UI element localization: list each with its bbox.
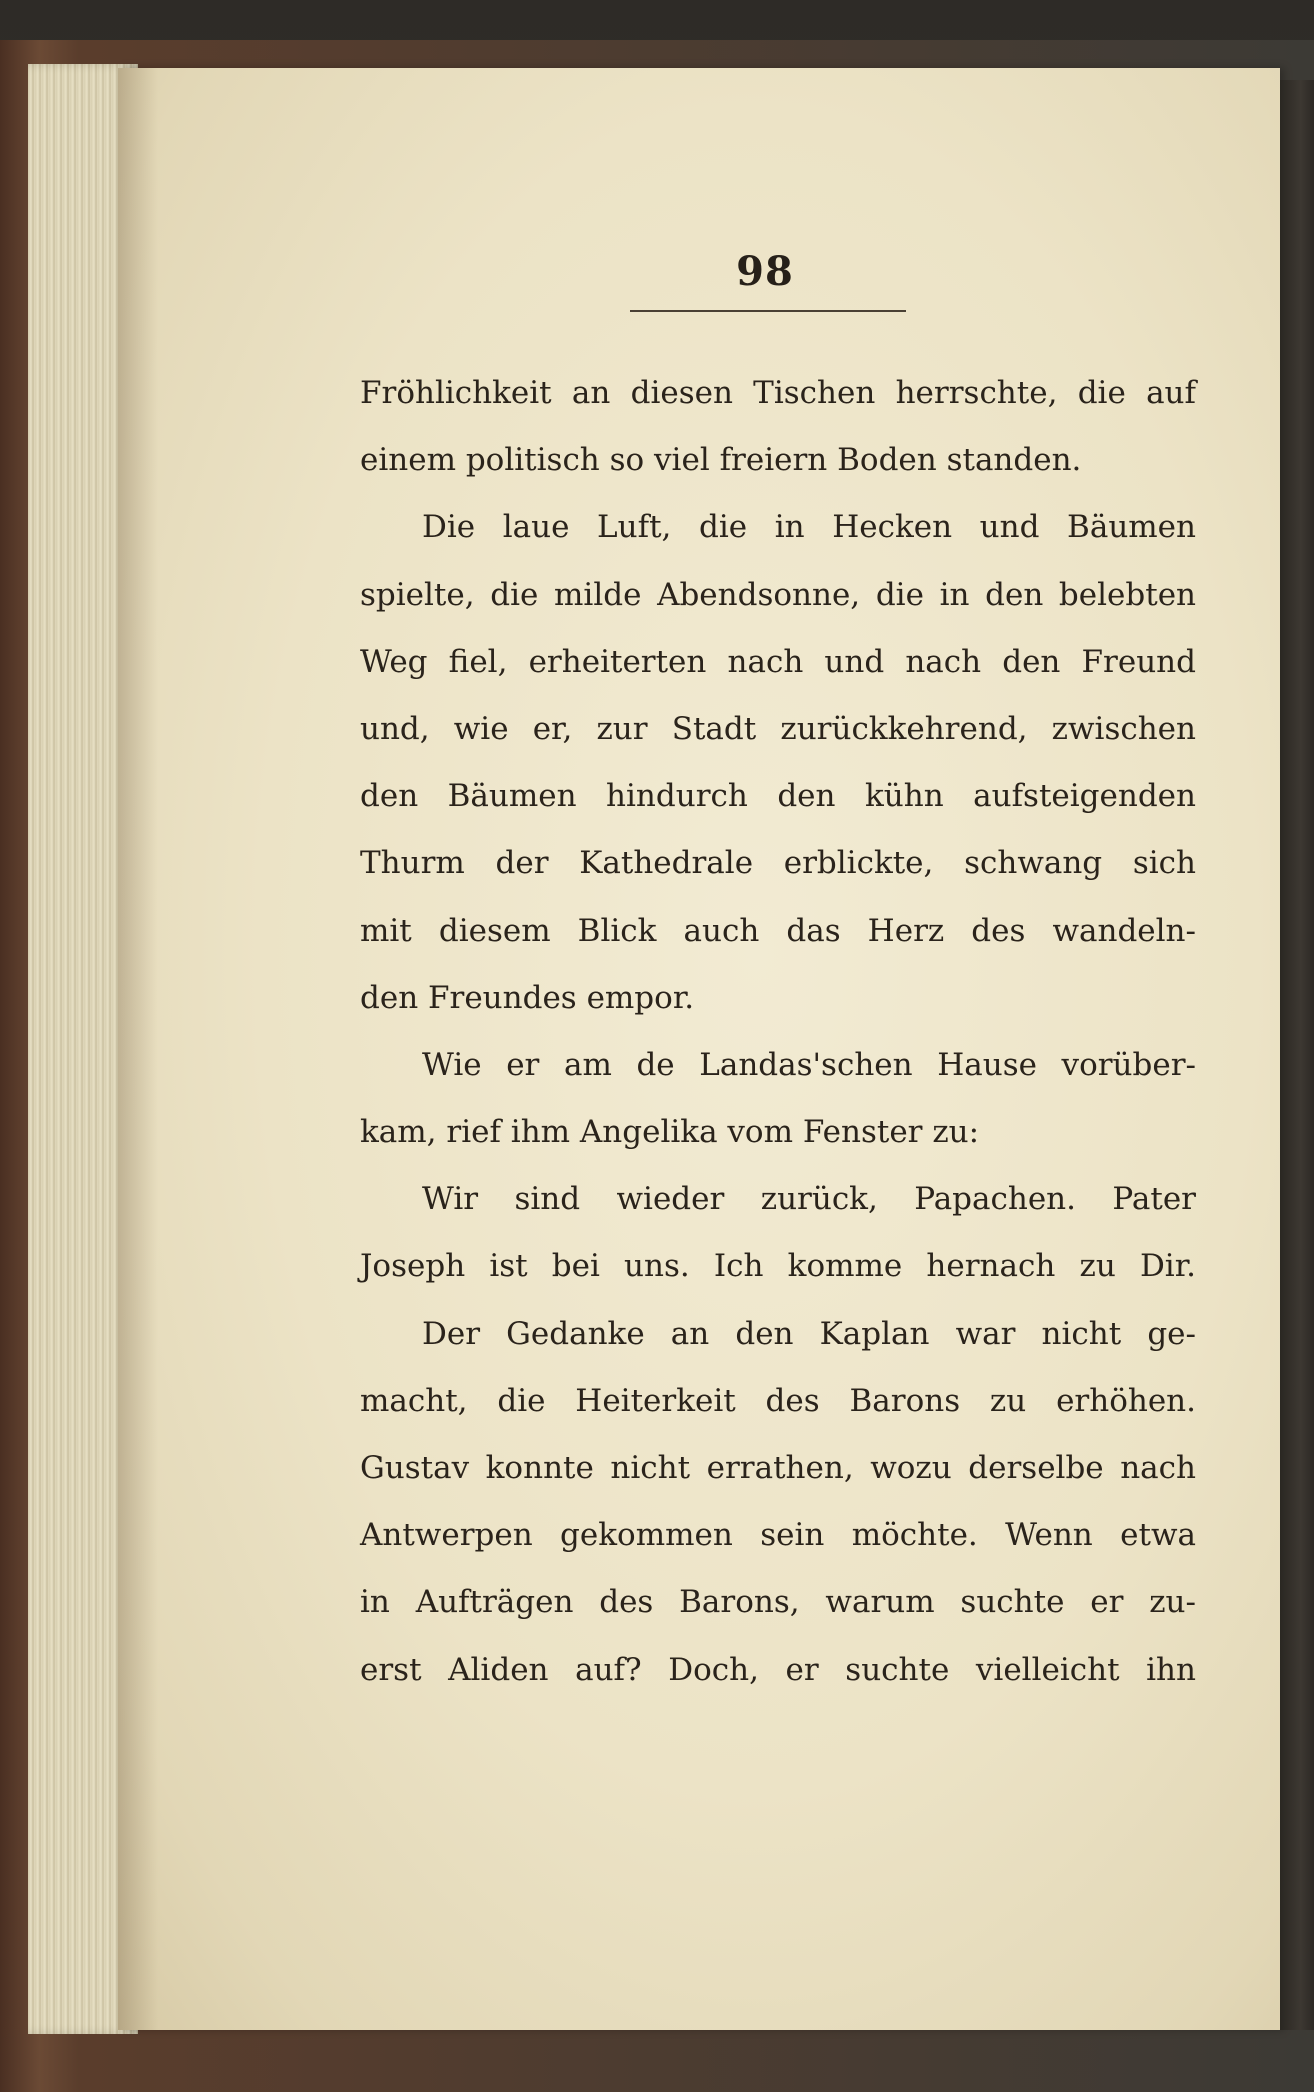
text-line: den Freundes empor. [360,979,695,1016]
text-line: Gustav konnte nicht errathen, wozu derselbe nach [360,1450,1196,1486]
text-line: Die laue Luft, die in Hecken und Bäumen [422,509,1196,546]
text-line: Thurm der Kathedrale erblickte, schwang sich [360,845,1196,882]
text-line: Wir sind wieder zurück, Papachen. Pater [422,1181,1196,1218]
page-number: 98 [736,248,794,295]
text-line: mit diesem Blick auch das Herz des wandeln- [360,912,1196,949]
text-line: kam, rief ihm Angelika vom Fenster zu: [360,1114,980,1151]
text-line: und, wie er, zur Stadt zurückkehrend, zwischen [360,710,1196,747]
text-line: Joseph ist bei uns. Ich komme hernach zu Dir. [360,1248,1196,1285]
text-line: Fröhlichkeit an diesen Tischen herrschte, die auf [360,375,1196,411]
body-text [360,360,1196,1704]
background-edge [1280,80,1314,2030]
text-line: erst Aliden auf? Doch, er suchte vielleicht ihn [360,1651,1196,1688]
text-line: macht, die Heiterkeit des Barons zu erhöhen. [360,1382,1196,1419]
text-line: in Aufträgen des Barons, warum suchte er zu- [360,1584,1196,1621]
text-line: einem politisch so viel freiern Boden standen. [360,442,1082,479]
text-line: den Bäumen hindurch den kühn aufsteigenden [360,778,1196,815]
text-line: Wie er am de Landas'schen Hause vorüber- [422,1046,1196,1083]
spine-shadow [118,68,158,2030]
text-line: Der Gedanke an den Kaplan war nicht ge- [422,1315,1196,1352]
text-line: Weg fiel, erheiterten nach und nach den Freund [360,643,1196,680]
text-line: Antwerpen gekommen sein möchte. Wenn etwa [360,1517,1196,1554]
text-line: spielte, die milde Abendsonne, die in den belebten [360,576,1196,613]
header-rule [630,310,906,312]
